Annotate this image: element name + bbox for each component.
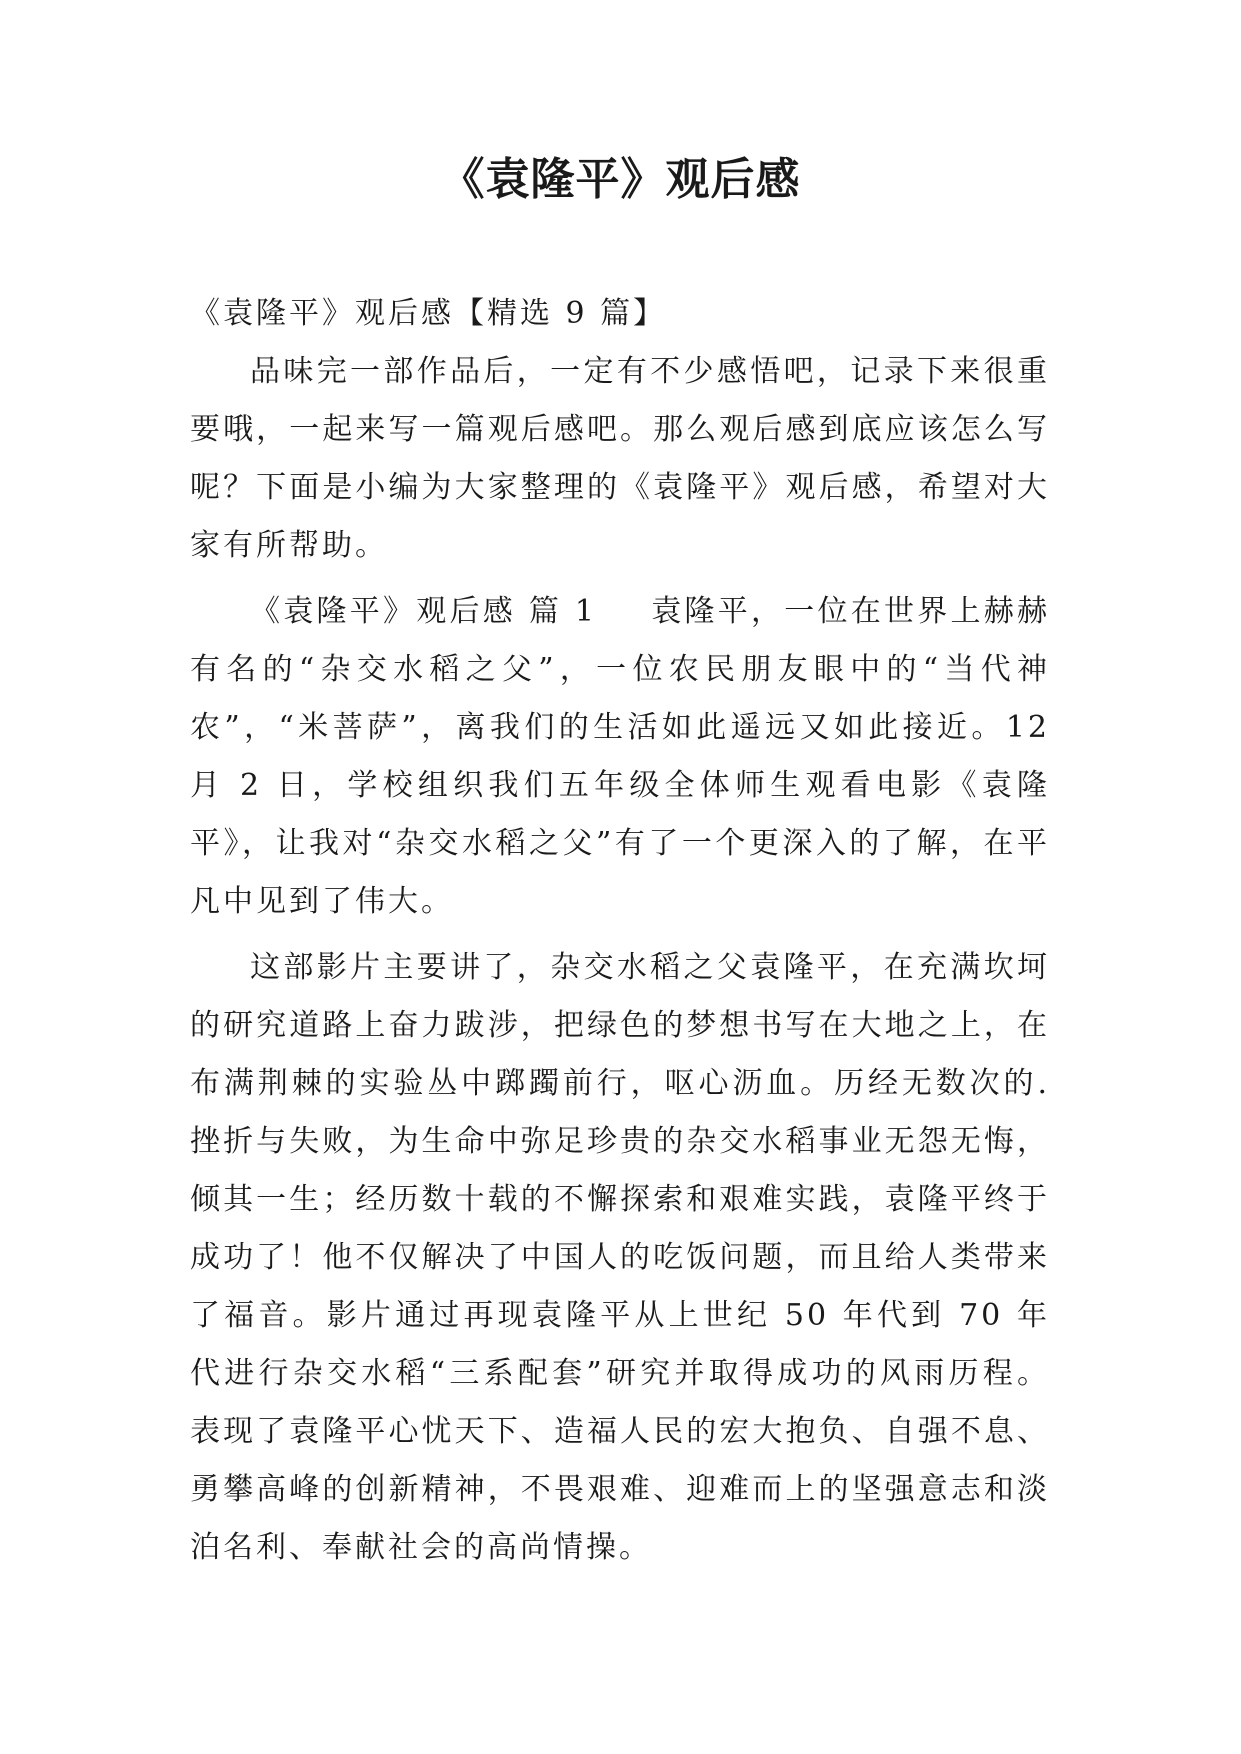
section-1-heading: 《袁隆平》观后感 篇 1 <box>250 594 597 629</box>
section-1-paragraph-2: 这部影片主要讲了，杂交水稻之父袁隆平，在充满坎坷的研究道路上奋力跋涉，把绿色的梦想书写在大地之上，在布满荆棘的实验丛中踯躅前行，呕心沥血。历经无数次的.挫折与失败，为生命中弥足珍贵的杂交水稻事业无怨无悔，倾其一生；经历数十载的不懈探索和艰难实践，袁隆平终于成功了！他不仅解决了中国人的吃饭问题，而且给人类带来了福音。影片通过再现袁隆平从上世纪 50 年代到 70 年代进行杂交水稻“三系配套”研究并取得成功的风雨历程。表现了袁隆平心忧天下、造福人民的宏大抱负、自强不息、勇攀高峰的创新精神，不畏艰难、迎难而上的坚强意志和淡泊名利、奉献社会的高尚情操。 <box>190 950 1050 1565</box>
section-1-paragraph-1-text: 袁隆平，一位在世界上赫赫有名的“杂交水稻之父”，一位农民朋友眼中的“当代神农”，“米菩萨”，离我们的生活如此遥远又如此接近。12 月 2 日，学校组织我们五年级全体师生观看电影《袁隆平》，让我对“杂交水稻之父”有了一个更深入的了解，在平凡中见到了伟大。 <box>190 594 1050 919</box>
document-title: 《袁隆平》观后感 <box>440 154 801 205</box>
intro-paragraph: 品味完一部作品后，一定有不少感悟吧，记录下来很重要哦，一起来写一篇观后感吧。那么观后感到底应该怎么写呢？下面是小编为大家整理的《袁隆平》观后感，希望对大家有所帮助。 <box>190 354 1050 563</box>
section-1-paragraph-1 <box>190 583 1050 931</box>
document-body <box>190 285 1050 1577</box>
document-subtitle: 《袁隆平》观后感【精选 9 篇】 <box>190 296 667 331</box>
